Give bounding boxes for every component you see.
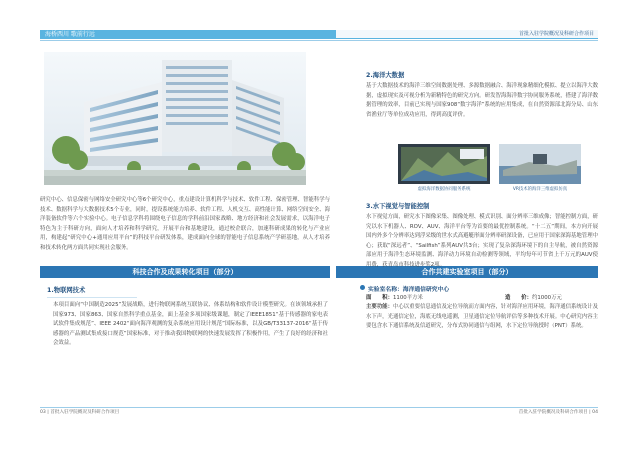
heading-ocean-big-data: 2.海洋大数据 <box>366 72 405 79</box>
intro-paragraph: 研究中心、信息保密与网络安全研究中心等6个研究中心，重点建设计算机科学与技术、软件工程、保密管理、智能科学与技术、数据科学与大数据技术5个专业，同时，提设系统能力培养、软件工程、人机交互、高性能计算、网络空间安全、海洋装备软件等六个实验中心。电子信息学科将围绕电子信息的学科前沿国家战略、地方经济和社会发展需求，以海洋电子特色为主于科研方向，面向人才培养和科学研究，开展平台和基地建设，通过校企联合，加速科研成果的转化与产业应用，构建起“研究中心+通用应用平台”的科技平台研发体系，建成面向全球的智能电子信息系统产学研基地，从人才培养和技术转化两方面共同实现社会服务。 <box>40 197 330 251</box>
lab-name: 实验室名称：海洋通信研究中心 <box>368 287 450 293</box>
image-caption-2: VR技术的海洋三维虚拟仿真 <box>512 187 568 192</box>
header-right-band <box>336 30 598 39</box>
lab-content <box>366 303 598 365</box>
heading-iot: 1.物联网技术 <box>47 287 86 294</box>
header-left-label: 海桥西川 歌前行远 <box>45 31 95 38</box>
section-title-tech-cooperation: 科技合作及成果转化项目（部分） <box>132 268 238 276</box>
bullet-icon <box>360 285 365 290</box>
building-photo <box>44 52 306 185</box>
lab-budget-value: 约1000万元 <box>531 295 562 301</box>
lab-content-label: 主要功能： <box>366 304 393 310</box>
ocean-data-system-screenshot <box>398 144 490 184</box>
lab-area-label: 面 积： <box>366 295 393 301</box>
lab-content-text: 中心以重要信息通信及定位导航而方面内容，针对海洋应用环境，海洋通信系统设计及水下声，光通信定位，海底无线电遥测，卫星通信定位导航评估等多种技术开展。中心研究内容主要包含水下通信系统及信道研究，分布式协同通信与组网，水下定位导航授时（PNT）系统。 <box>366 304 598 329</box>
ocean-big-data-paragraph: 基于大数据技术的海洋三维空间数据处理、多源数据融合、海洋现象精细化模拟、提立以海洋大数据，虚拟现实及可视分析为新精特色的研究方向。研发智海海洋数字协同服务系统，搭建了海洋数据管理的效率，目前已实现与国家908“数字海洋”系统的应用集成，在自然资源部北海分局、山东省渔业厅等单位成功应用，得到高度评价。 <box>366 83 598 118</box>
header-title: 首批入驻学院概况及科研合作项目 <box>518 31 594 37</box>
iot-paragraph: 本项目面向“中国制造2025”发展战略，进行物联网系统互联协议、体系结构和软件设计模型研究。在该领域承担了国家973、国家863、国家自然科学重点基金，面上基金多项国家级课题，制定了IEEE1851“基于传感器的家电表试软件集成规范”、IEEE 2402“面向海洋观测的复杂系统应用设计规范”国际标准，以及GB/T33137-2016“基于传感器的产品测试集成接口规范”国家标准，对于推动我国物联网的快速发展发挥了积极作用，产生了良好的经济和社会效益。 <box>53 302 328 346</box>
underwater-vision-paragraph: 水下视觉方面，研究水下图像采集、图像处理、模式识别、面分辨率三维成像；智能控制方面，研究以水下机器人、ROV、AUV、海洋平台等为首要的最优控制系统。“十二五”期间，本方向开展国内外多个分辨率达到浮采级的世水式高避艇形面分辨率研深设备，已应用于国家深海基地管理中心；获取“深远者”、“Sailfish”系列AUV共3台；实现了复杂深海环境下的自主导航，被自然资源部应用于海洋生态环境监测、海洋动力环境自动检测等领域，平均每年可节省上千万元的AUV使用费，获青岛市科技进步奖2项。 <box>366 214 598 268</box>
lab-area <box>366 293 423 301</box>
image-caption-1: 虚拟海洋数据协同服务系统 <box>417 187 471 192</box>
heading-underline <box>47 297 137 298</box>
footer-left-page: 03 | 首批入驻学院概况及科研合作项目 <box>40 410 120 415</box>
lab-budget-label: 造 价： <box>505 295 532 301</box>
header-divider <box>40 40 598 41</box>
heading-underwater-vision: 3.水下视觉与智能控制 <box>366 203 430 210</box>
lab-budget <box>505 293 562 301</box>
header-left-band <box>40 30 336 39</box>
section-title-joint-lab: 合作共建实验室项目（部分） <box>421 268 513 276</box>
footer-divider <box>40 407 598 408</box>
footer-right-page: 首批入驻学院概况及科研合作项目 | 04 <box>518 410 598 415</box>
section-bar-tech-cooperation <box>40 266 330 278</box>
vr-ocean-simulation-image <box>499 144 581 184</box>
lab-area-value: 1100平方米 <box>392 295 423 301</box>
